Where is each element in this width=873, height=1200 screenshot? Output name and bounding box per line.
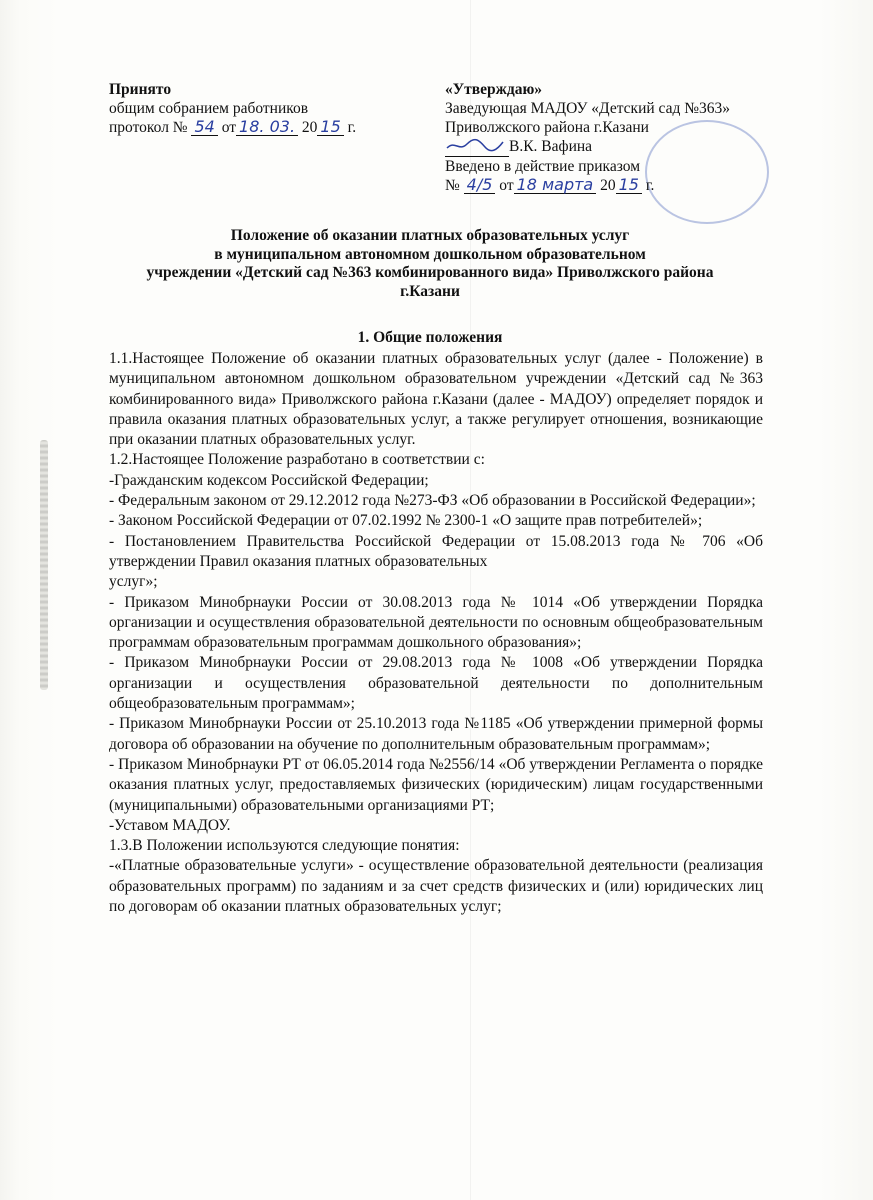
approval-block [445,80,730,195]
acceptance-block [109,80,356,137]
paragraph: -«Платные образовательные услуги» - осуществление образовательной деятельности (реализация образовательных программ) по заданиям и за счет средств физических и (или) юридических лиц по договорам об оказании платных образовательных услуг; [109,857,763,916]
document-title [100,227,760,301]
paragraph: - Постановлением Правительства Российской Федерации от 15.08.2013 года № 706 «Об утверждении Правил оказания платных образовательных [109,532,763,570]
signature-line [445,137,730,157]
accepted-by: общим собранием работников [109,100,309,117]
order-line [445,176,730,195]
title-line-1: Положение об оказании платных образовательных услуг [230,227,630,244]
approver-district: Приволжского района г.Казани [445,119,649,136]
paragraph: - Федеральным законом от 29.12.2012 года №273-ФЗ «Об образовании в Российской Федерации»; [109,492,756,510]
signature-blank [445,137,509,157]
paragraph: - Приказом Минобрнауки РТ от 06.05.2014 года №2556/14 «Об утверждении Регламента о порядке оказания платных услуг, предоставляемых физических (юридическим) лицам государственными (муниципальными) образовательными организациями РТ; [109,755,763,814]
paragraph: 1.2.Настоящее Положение разработано в соответствии с: [109,451,485,469]
order-year-unit: г. [645,177,655,194]
paragraph: - Приказом Минобрнауки России от 25.10.2013 года №1185 «Об утверждении примерной формы договора об образовании на обучение по дополнительным образовательным программам»; [109,715,763,753]
section-title: 1. Общие положения [357,329,503,346]
order-number: 4/5 [464,177,496,194]
order-date: 18 марта [514,177,597,194]
title-line-2: в муниципальном автономном дошкольном образовательном [214,245,646,263]
protocol-date: 18. 03. [236,119,298,136]
paragraph: услуг»; [109,573,158,591]
paragraph: 1.3.В Положении используются следующие понятия: [109,837,460,855]
accepted-label: Принято [109,81,172,98]
paragraph: - Приказом Минобрнауки России от 29.08.2013 года № 1008 «Об утверждении Порядка организации и осуществления образовательной деятельности по дополнительным общеобразовательным программам»; [109,654,763,713]
title-line-3: учреждении «Детский сад №363 комбинированного вида» Приволжского района [146,264,714,281]
order-year: 15 [616,177,642,194]
section-body [109,349,763,917]
paragraph: - Приказом Минобрнауки России от 30.08.2013 года № 1014 «Об утверждении Порядка организации и осуществления образовательной деятельности по основным общеобразовательным программам образовательным программам дошкольного образования»; [109,593,763,652]
title-line-4: г.Казани [400,282,460,300]
order-from: от [499,177,514,194]
protocol-from: от [221,119,237,136]
paragraph: -Гражданским кодексом Российской Федерации; [109,471,429,489]
protocol-number: 54 [191,119,217,136]
paragraph: -Уставом МАДОУ. [109,816,231,834]
binding-thread [40,440,48,690]
protocol-year-prefix: 20 [301,119,318,136]
protocol-line [109,118,356,137]
signatory-name: В.К. Вафина [509,138,593,155]
protocol-prefix: протокол № [109,119,188,136]
enacted-label: Введено в действие приказом [445,158,641,175]
paragraph: 1.1.Настоящее Положение об оказании платных образовательных услуг (далее - Положение) в муниципальном автономном дошкольном образовательном учреждении «Детский сад №363 комбинированного вида» Приволжского района г.Казани (далее - МАДОУ) определяет порядок и правила оказания платных образовательных услуг, а также регулирует отношения, возникающие при оказании платных образовательных услуг. [109,350,763,449]
approve-label: «Утверждаю» [445,81,543,98]
paragraph: - Законом Российской Федерации от 07.02.1992 № 2300-1 «О защите прав потребителей»; [109,512,703,530]
protocol-year-unit: г. [347,119,357,136]
approver-title: Заведующая МАДОУ «Детский сад №363» [445,100,731,117]
protocol-year: 15 [317,119,343,136]
order-prefix: № [445,177,460,194]
order-year-prefix: 20 [600,177,616,194]
